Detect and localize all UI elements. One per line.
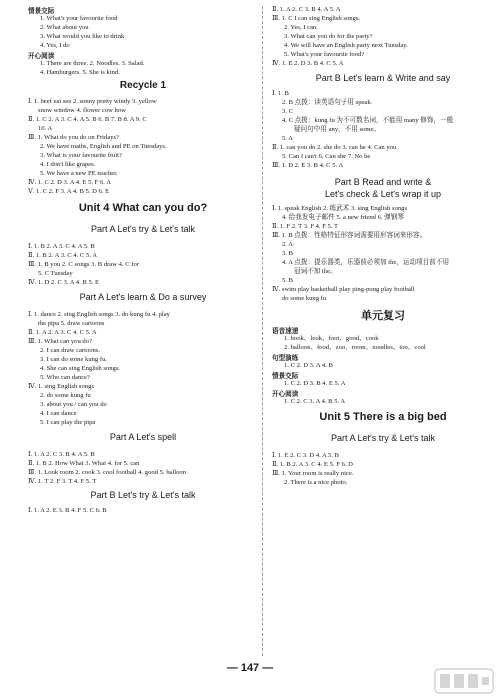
watermark-logo-icon <box>434 668 494 694</box>
answer-line: Ⅰ. 1. E 2. C 3. D 4. A 5. B <box>272 452 340 459</box>
answer-line: 2. balloon、food、zoo、room、noodles、too、cool <box>284 344 426 351</box>
answer-line: Ⅰ. 1. speak English 2. 练武术 3. sing English songs <box>272 205 408 212</box>
answer-line: 5. C Tuesday <box>38 270 73 277</box>
answer-line: Ⅱ. 1. A 2. A 3. C 4. C 5. A <box>28 329 97 336</box>
answer-line: 5. We have a new PE teacher. <box>40 170 118 177</box>
answer-line: Ⅱ. 1. B 2. A 3. C 4. C 5. A <box>28 252 97 259</box>
unit-heading: Unit 4 What can you do? <box>78 202 208 214</box>
answer-line: do some kung fu <box>282 295 327 302</box>
section-label: 语音速递 <box>272 328 299 335</box>
part-heading: Part A Let's learn & Do a survey <box>79 292 207 302</box>
part-heading: Part A Let's spell <box>109 432 177 442</box>
answer-line: 4. I can dance <box>40 410 77 417</box>
answer-line: Ⅰ. 1. A 2. C 3. B 4. A 5. B <box>28 451 95 458</box>
answer-line: 1. C 2. D 3. A 4. B <box>284 362 333 369</box>
answer-line: 2. There is a nice photo. <box>284 479 348 486</box>
part-heading: Recycle 1 <box>119 80 167 91</box>
answer-line: Ⅲ. 1. C I can sing English songs. <box>272 15 361 22</box>
part-heading: Part B Let's try & Let's talk <box>90 490 196 500</box>
answer-line: 5. Who can dance? <box>40 374 91 381</box>
answer-line: Ⅴ. 1. C 2. F 3. A 4. B 5. D 6. E <box>28 188 110 195</box>
answer-line: 3. What can you do for the party? <box>284 33 373 40</box>
answer-line: Ⅱ. 1. can you do 2. she do 3. can he 4. Can you <box>272 144 397 151</box>
answer-line: snow window 4. flower cow how <box>38 107 126 114</box>
answer-line: 4. We will have an English party next Tuesday. <box>284 42 408 49</box>
answer-line: Ⅳ. 1. T 2. F 3. T 4. F 5. T <box>28 478 97 485</box>
answer-line: Ⅱ. 1. B 2. How What 3. What 4. for 5. can <box>28 460 140 467</box>
answer-line: Ⅲ. 1. Your room is really nice. <box>272 470 354 477</box>
part-heading: Part A Let's try & Let's talk <box>91 224 195 234</box>
answer-line: 4. Yes, I do <box>40 42 70 49</box>
answer-line: 2. B 点拨：读英语句子用 speak. <box>282 99 373 106</box>
answer-line: 4. 给我发电子邮件 5. a new friend 6. 弹钢琴 <box>282 214 404 221</box>
answer-line: Ⅰ. 1. B 2. A 3. C 4. A 5. B <box>28 243 95 250</box>
answer-line: Ⅲ. 1. Look room 2. cook 3. cool football 4. good 5. balloon <box>28 469 186 476</box>
answer-line: 4. C 点拨：kung fu 为不可数名词，不能用 many 修饰，一般 <box>282 117 454 124</box>
answer-line: 3. I can do some kung fu. <box>40 356 108 363</box>
answer-line: 4. A 点拨：提乐器类，乐器前必须加 the，运动项目前不用 <box>282 259 450 266</box>
section-label: 句型演练 <box>272 355 299 362</box>
answer-line: 疑问句中用 any，不用 some。 <box>294 126 381 133</box>
answer-line: Ⅲ. 1. What can you do? <box>28 338 92 345</box>
answer-line: Ⅲ. 1. B you 2. C songs 3. B draw 4. C for <box>28 261 139 268</box>
answer-line: Ⅰ. 1. B <box>272 90 289 97</box>
answer-line: 5. What's your favourite food? <box>284 51 365 58</box>
section-label: 开心阅读 <box>28 53 55 60</box>
answer-line: 5. A <box>282 135 293 142</box>
section-label: 情景交际 <box>272 373 299 380</box>
answer-line: Ⅲ. 1. D 2. E 3. B 4. C 5. A <box>272 162 344 169</box>
answer-line: 3. C <box>282 108 293 115</box>
answer-line: 4. Hamburgers. 5. She is kind. <box>40 69 120 76</box>
answer-line: Ⅰ. 1. A 2. E 3. B 4. F 5. C 6. B <box>28 507 107 514</box>
answer-line: 1. C 2. D 3. B 4. E 5. A <box>284 380 346 387</box>
answer-line: 3. B <box>282 250 293 257</box>
answer-line: Ⅱ. 1. B 2. A 3. C 4. E 5. F 6. D <box>272 461 353 468</box>
part-heading: Part A Let's try & Let's talk <box>331 433 435 443</box>
answer-line: Ⅰ. 1. dance 2. sing English songs 3. do kung fu 4. play <box>28 311 170 318</box>
answer-line: 2. What about you <box>40 24 89 31</box>
unit-heading: 单元复习 <box>361 310 405 322</box>
answer-line: the pipa 5. draw cartoons <box>38 320 105 327</box>
column-divider <box>262 6 263 656</box>
answer-line: Ⅱ. 1. A 2. C 3. B 4. A 5. A <box>272 6 341 13</box>
answer-line: 5. B <box>282 277 293 284</box>
answer-line: Ⅰ. 1. beef eat see 2. sunny pretty windy 3. yellow <box>28 98 157 105</box>
answer-line: 3. What is your favourite fruit? <box>40 152 122 159</box>
answer-line: 1. C 2. C 3. A 4. B 5. A <box>284 398 346 405</box>
answer-line: 2. A <box>282 241 293 248</box>
answer-line: 冠词不加 the。 <box>294 268 337 275</box>
answer-line: 5. Can I can't 6. Can she 7. No he <box>282 153 371 160</box>
page-number: — 147 — <box>226 662 274 674</box>
answer-line: 1. There are three. 2. Noodles. 3. Salad. <box>40 60 145 67</box>
answer-line: 2. I can draw cartoons. <box>40 347 101 354</box>
answer-line: 2. We have maths, English and PE on Tuesdays. <box>40 143 167 150</box>
answer-line: Ⅳ. swim play basketball play ping-pong play football <box>272 286 415 293</box>
answer-line: 1. What's your favourite food <box>40 15 118 22</box>
part-heading: Part B Let's learn & Write and say <box>315 73 451 83</box>
answer-line: 10. A <box>38 125 53 132</box>
answer-line: Ⅲ. 1. What do you do on Fridays? <box>28 134 120 141</box>
answer-line: Ⅲ. 1. B 点拨：性格特征形容词需要用形容词来形容。 <box>272 232 427 239</box>
part-heading: Part B Read and write & <box>334 177 432 187</box>
answer-line: 3. about you / can you do <box>40 401 107 408</box>
answer-line: Ⅳ. 1. E 2. D 3. B 4. C 5. A <box>272 60 344 67</box>
answer-line: 2. do some kung fu <box>40 392 91 399</box>
answer-line: 4. She can sing English songs. <box>40 365 121 372</box>
answer-line: 4. I don't like grapes. <box>40 161 96 168</box>
answer-line: 2. Yes, I can. <box>284 24 318 31</box>
answer-line: Ⅳ. 1. sing English songs <box>28 383 94 390</box>
answer-line: Ⅱ. 1. F 2. T 3. F 4. F 5. T <box>272 223 339 230</box>
answer-line: 3. What would you like to drink <box>40 33 125 40</box>
answer-line: 5. I can play the pipa <box>40 419 96 426</box>
section-label: 情景交际 <box>28 8 55 15</box>
answer-line: Ⅱ. 1. C 2. A 3. C 4. A 5. B 6. B 7. B 8. A 9. C <box>28 116 147 123</box>
answer-line: Ⅳ. 1. D 2. C 3. A 4. B 5. E <box>28 279 100 286</box>
unit-heading: Unit 5 There is a big bed <box>319 411 447 423</box>
answer-line: Ⅳ. 1. C 2. D 3. A 4. E 5. F 6. A <box>28 179 111 186</box>
answer-line: 1. book、look、foot、good、cook <box>284 335 379 342</box>
part-heading: Let's check & Let's wrap it up <box>325 189 441 199</box>
section-label: 开心阅读 <box>272 391 299 398</box>
